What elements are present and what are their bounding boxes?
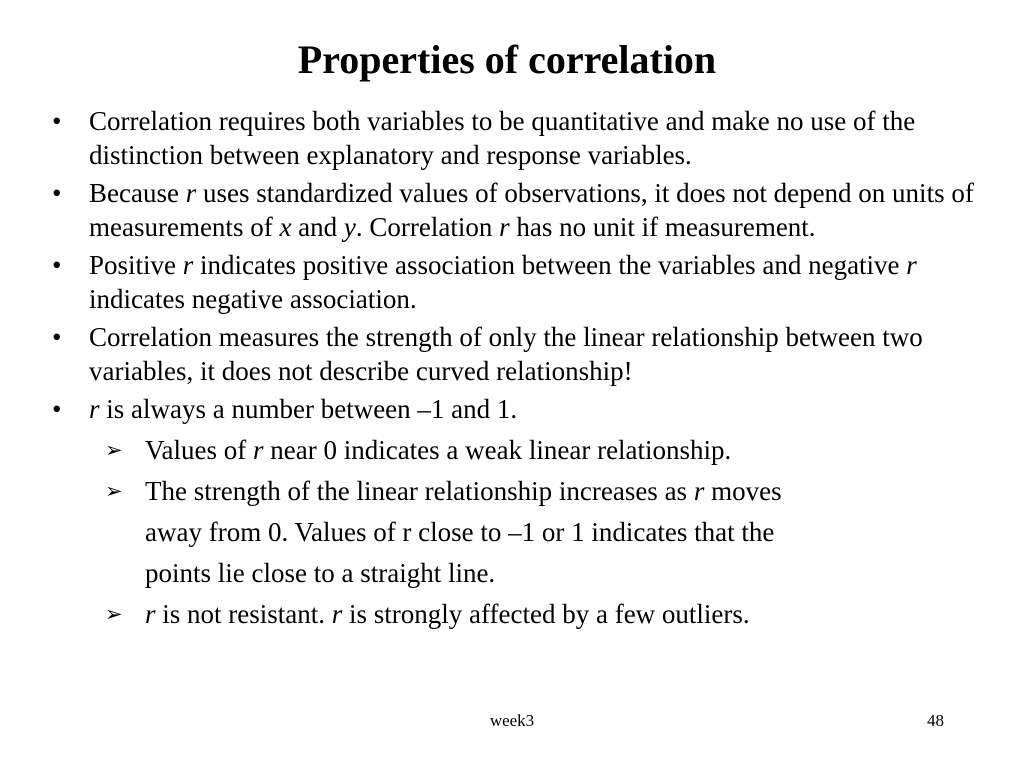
bullet-item — [52, 248, 1002, 316]
variable-r: r — [252, 435, 264, 465]
bullet-text: Positive r indicates positive association between the variables and negative r indicates negative association. — [89, 250, 917, 314]
bullet-item — [52, 176, 1002, 244]
bullet-item — [52, 320, 1002, 388]
bullet-icon: • — [52, 106, 62, 136]
bullet-icon: • — [52, 322, 62, 352]
bullet-text: Correlation requires both variables to be quantitative and make no use of the distinction between explanatory and response variables. — [89, 106, 916, 170]
bullet-icon: • — [52, 394, 62, 424]
variable-r: r — [906, 250, 917, 280]
sub-bullet-continuation: away from 0. Values of r close to –1 or 1 indicates that the — [145, 517, 775, 547]
sub-bullet-item — [105, 594, 1002, 635]
page-number: 48 — [927, 711, 944, 730]
variable-r: r — [499, 212, 510, 242]
bullet-icon: • — [52, 250, 62, 280]
sub-bullet-text: Values of r near 0 indicates a weak linear relationship. — [145, 435, 732, 465]
variable-r: r — [89, 394, 100, 424]
variable-y: y — [343, 212, 356, 242]
bullet-text: Because r uses standardized values of observations, it does not depend on units of measurements of x and y. Correlation r has no unit if measurement. — [89, 178, 974, 242]
bullet-icon: • — [52, 178, 62, 208]
sub-bullet-item — [105, 471, 1002, 594]
bullet-item — [52, 104, 1002, 172]
variable-r: r — [331, 599, 343, 629]
variable-r: r — [693, 476, 705, 506]
variable-r: r — [185, 178, 197, 208]
sub-bullet-text: The strength of the linear relationship increases as r moves — [145, 476, 782, 506]
arrow-bullet-icon: ➢ — [105, 438, 123, 462]
arrow-bullet-icon: ➢ — [105, 479, 123, 503]
variable-r: r — [182, 250, 194, 280]
sub-bullet-item — [105, 430, 1002, 471]
slide-title: Properties of correlation — [297, 37, 717, 82]
variable-x: x — [279, 212, 292, 242]
bullet-text: Correlation measures the strength of only the linear relationship between two variables, it does not describe curved relationship! — [89, 322, 923, 386]
arrow-bullet-icon: ➢ — [105, 602, 123, 626]
variable-r: r — [145, 599, 156, 629]
bullet-item — [52, 392, 1002, 426]
sub-bullet-text: r is not resistant. r is strongly affected by a few outliers. — [145, 599, 750, 629]
footer-label: week3 — [489, 711, 535, 730]
bullet-text: r is always a number between –1 and 1. — [89, 394, 518, 424]
bullet-list — [52, 104, 1002, 635]
sub-bullet-continuation: points lie close to a straight line. — [145, 558, 496, 588]
